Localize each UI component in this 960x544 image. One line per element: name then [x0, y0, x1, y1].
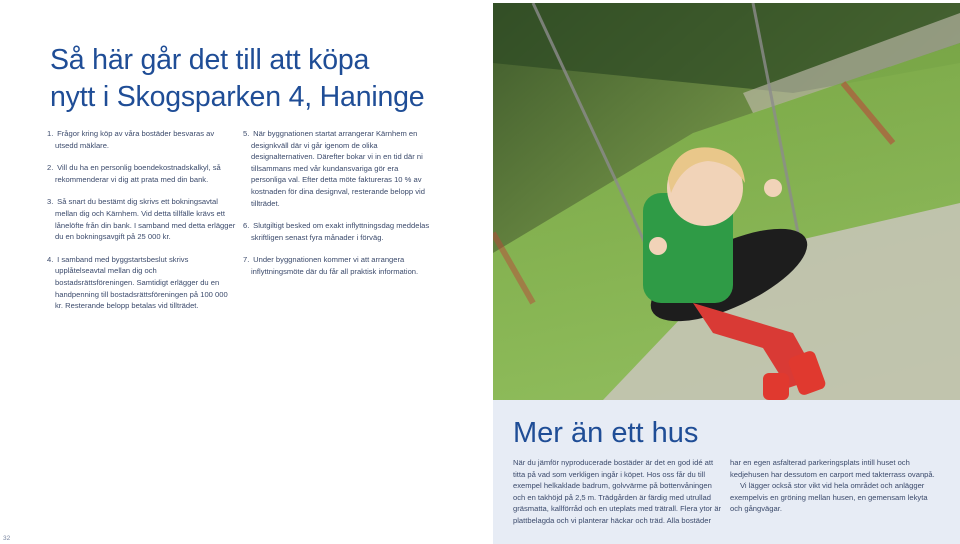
step-number: 7.: [243, 255, 250, 265]
photo-illustration: [493, 3, 960, 400]
step-item: [243, 254, 433, 277]
step-number: 1.: [47, 129, 54, 138]
panel-paragraph: Vi lägger också stor vikt vid hela området och anlägger exempelvis en gröning mellan husen, en gemensam lekyta och gångvägar.: [730, 481, 928, 514]
title-line-1: Så här går det till att köpa: [50, 44, 370, 76]
info-panel: [493, 400, 960, 544]
title-line-2: nytt i Skogsparken 4, Haninge: [50, 81, 425, 113]
step-text: Under byggnationen kommer vi att arrangera inflyttningsmöte där du får all praktisk information.: [251, 255, 419, 276]
steps-column-right: [243, 128, 433, 289]
step-text: När byggnationen startat arrangerar Kärnhem en designkväll där vi går igenom de olika designalternativen. Därefter bokar vi in en tid där ni tillsammans med vår kundansvariga gör era personliga val. Efter detta möte faktureras 10 % av kostnaden för dina designval, resterande belopp vid tillträdet.: [251, 129, 425, 208]
step-item: [47, 128, 237, 151]
step-text: Så snart du bestämt dig skrivs ett bokningsavtal mellan dig och Kärnhem. Vid detta tillfälle krävs ett lånelöfte från din bank. I samband med detta erlägger du en bokningsavgift på 25 000 kr.: [55, 197, 236, 242]
panel-title: Mer än ett hus: [513, 417, 699, 449]
step-text: Vill du ha en personlig boendekostnadskalkyl, så rekommenderar vi dig att prata med din bank.: [55, 163, 221, 184]
step-number: 5.: [243, 129, 250, 138]
step-text: I samband med byggstartsbeslut skrivs upplåtelseavtal mellan dig och bostadsrättsföreningen. Samtidigt erlägger du en handpenning till bostadsrättsföreningen på 100 000 kr. Resterande belopp betalas vid tillträdet.: [55, 254, 228, 311]
step-number: 4.: [47, 254, 54, 264]
step-number: 3.: [47, 197, 54, 207]
step-item: [243, 220, 433, 243]
step-text: Slutgiltigt besked om exakt inflyttningsdag meddelas skriftligen senast fyra månader i förväg.: [251, 221, 430, 242]
page-number: 32: [3, 535, 11, 542]
panel-column-left: När du jämför nyproducerade bostäder är det en god idé att titta på vad som verkligen ingår i köpet. Hos oss får du till exempel helkaklade badrum, golvvärme på bottenvåningen och en takhöjd på 2,5 m. Trädgården är färdig med utrullad gräsmatta, kallförråd och en uteplats med trätrall. Flera ytor är plattbelagda och vi planterar häckar och träd. Alla bostäder: [513, 458, 722, 525]
steps-column-left: [47, 128, 237, 323]
step-item: [47, 196, 237, 242]
panel-paragraph: har en egen asfalterad parkeringsplats intill huset och kedjehusen har dessutom en carport med takterrass ovanpå.: [730, 458, 935, 479]
step-number: 2.: [47, 163, 54, 173]
step-item: [243, 128, 433, 209]
step-number: 6.: [243, 221, 250, 231]
child-on-swing-photo: [493, 3, 960, 400]
step-item: [47, 162, 237, 185]
step-text: Frågor kring köp av våra bostäder besvaras av utsedd mäklare.: [55, 129, 215, 150]
panel-column-right: [730, 457, 936, 515]
step-item: [47, 254, 237, 312]
page-title: [50, 42, 470, 116]
